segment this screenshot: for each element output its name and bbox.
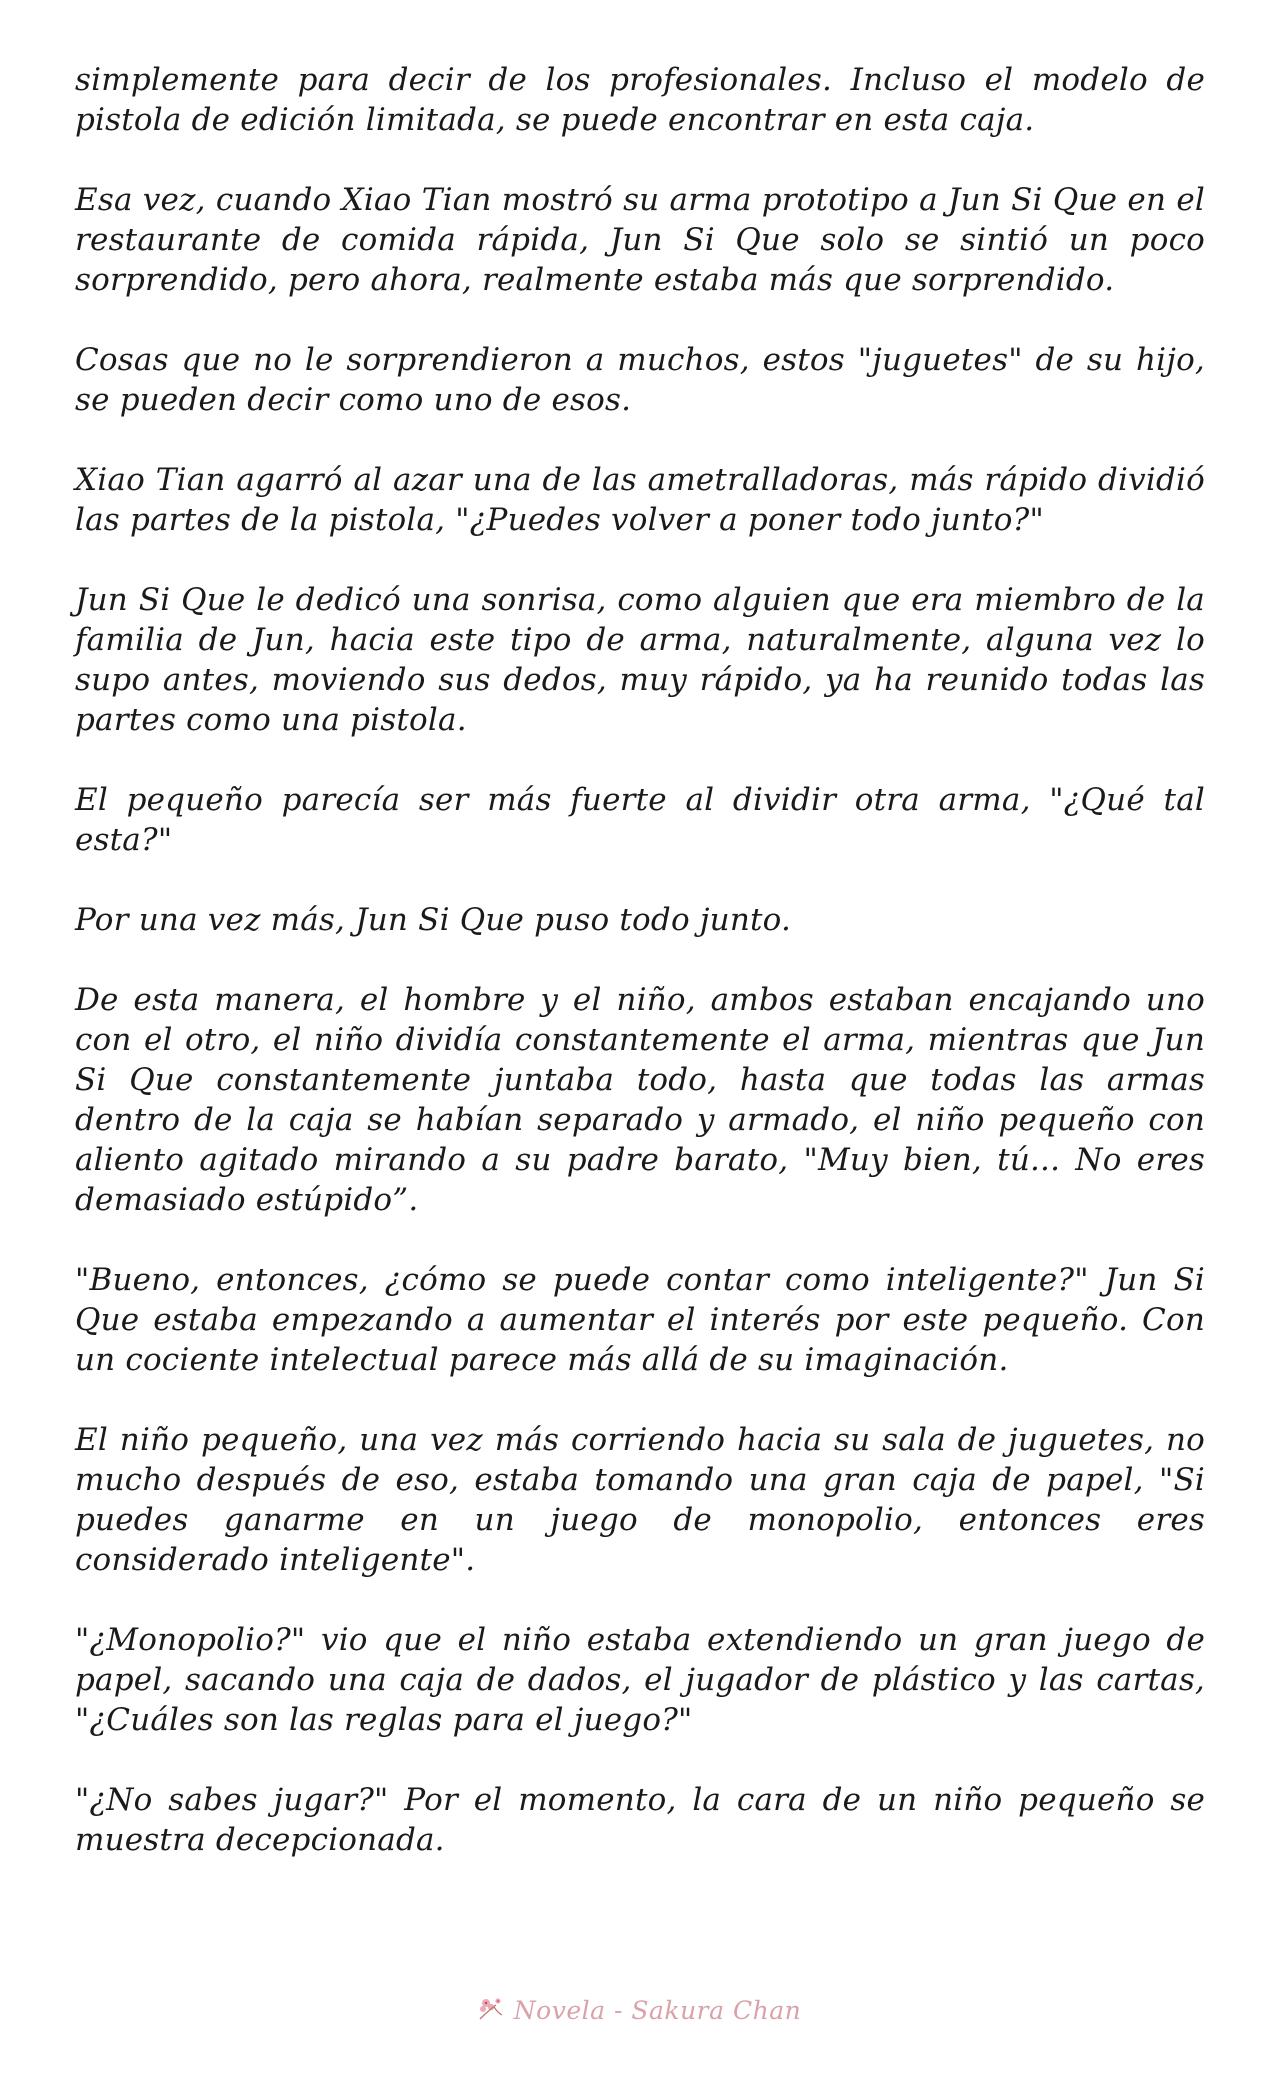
paragraph: "¿No sabes jugar?" Por el momento, la cara de un niño pequeño se muestra decepcionada. <box>75 1782 1205 1858</box>
footer-watermark <box>0 1990 1275 2030</box>
paragraph: "Bueno, entonces, ¿cómo se puede contar como inteligente?" Jun Si Que estaba empezando a aumentar el interés por este pequeño. Con un cociente intelectual parece más allá de su imaginación. <box>75 1262 1205 1378</box>
paragraph: Jun Si Que le dedicó una sonrisa, como alguien que era miembro de la familia de Jun, hacia este tipo de arma, naturalmente, alguna vez lo supo antes, moviendo sus dedos, muy rápido, ya ha reunido todas las partes como una pistola. <box>75 582 1205 738</box>
footer-text: Novela - Sakura Chan <box>513 1995 802 2025</box>
paragraph: Xiao Tian agarró al azar una de las ametralladoras, más rápido dividió las partes de la pistola, "¿Puedes volver a poner todo junto?" <box>75 462 1205 538</box>
paragraph: Por una vez más, Jun Si Que puso todo junto. <box>75 902 792 938</box>
paragraph: Cosas que no le sorprendieron a muchos, estos "juguetes" de su hijo, se pueden decir como uno de esos. <box>75 342 1205 418</box>
paragraph: "¿Monopolio?" vio que el niño estaba extendiendo un gran juego de papel, sacando una caja de dados, el jugador de plástico y las cartas, "¿Cuáles son las reglas para el juego?" <box>75 1622 1205 1738</box>
paragraph: El niño pequeño, una vez más corriendo hacia su sala de juguetes, no mucho después de eso, estaba tomando una gran caja de papel, "Si puedes ganarme en un juego de monopolio, entonces eres considerado inteligente". <box>75 1422 1205 1578</box>
paragraph: Esa vez, cuando Xiao Tian mostró su arma prototipo a Jun Si Que en el restaurante de comida rápida, Jun Si Que solo se sintió un poco sorprendido, pero ahora, realmente estaba más que sorprendido. <box>75 182 1205 298</box>
paragraph: De esta manera, el hombre y el niño, ambos estaban encajando uno con el otro, el niño dividía constantemente el arma, mientras que Jun Si Que constantemente juntaba todo, hasta que todas las armas dentro de la caja se habían separado y armado, el niño pequeño con aliento agitado mirando a su padre barato, "Muy bien, tú... No eres demasiado estúpido”. <box>75 982 1205 1218</box>
document-body <box>75 60 1205 1900</box>
paragraph: simplemente para decir de los profesionales. Incluso el modelo de pistola de edición limitada, se puede encontrar en esta caja. <box>75 62 1205 138</box>
paragraph: El pequeño parecía ser más fuerte al dividir otra arma, "¿Qué tal esta?" <box>75 782 1205 858</box>
sakura-flower-icon <box>474 1993 508 2027</box>
